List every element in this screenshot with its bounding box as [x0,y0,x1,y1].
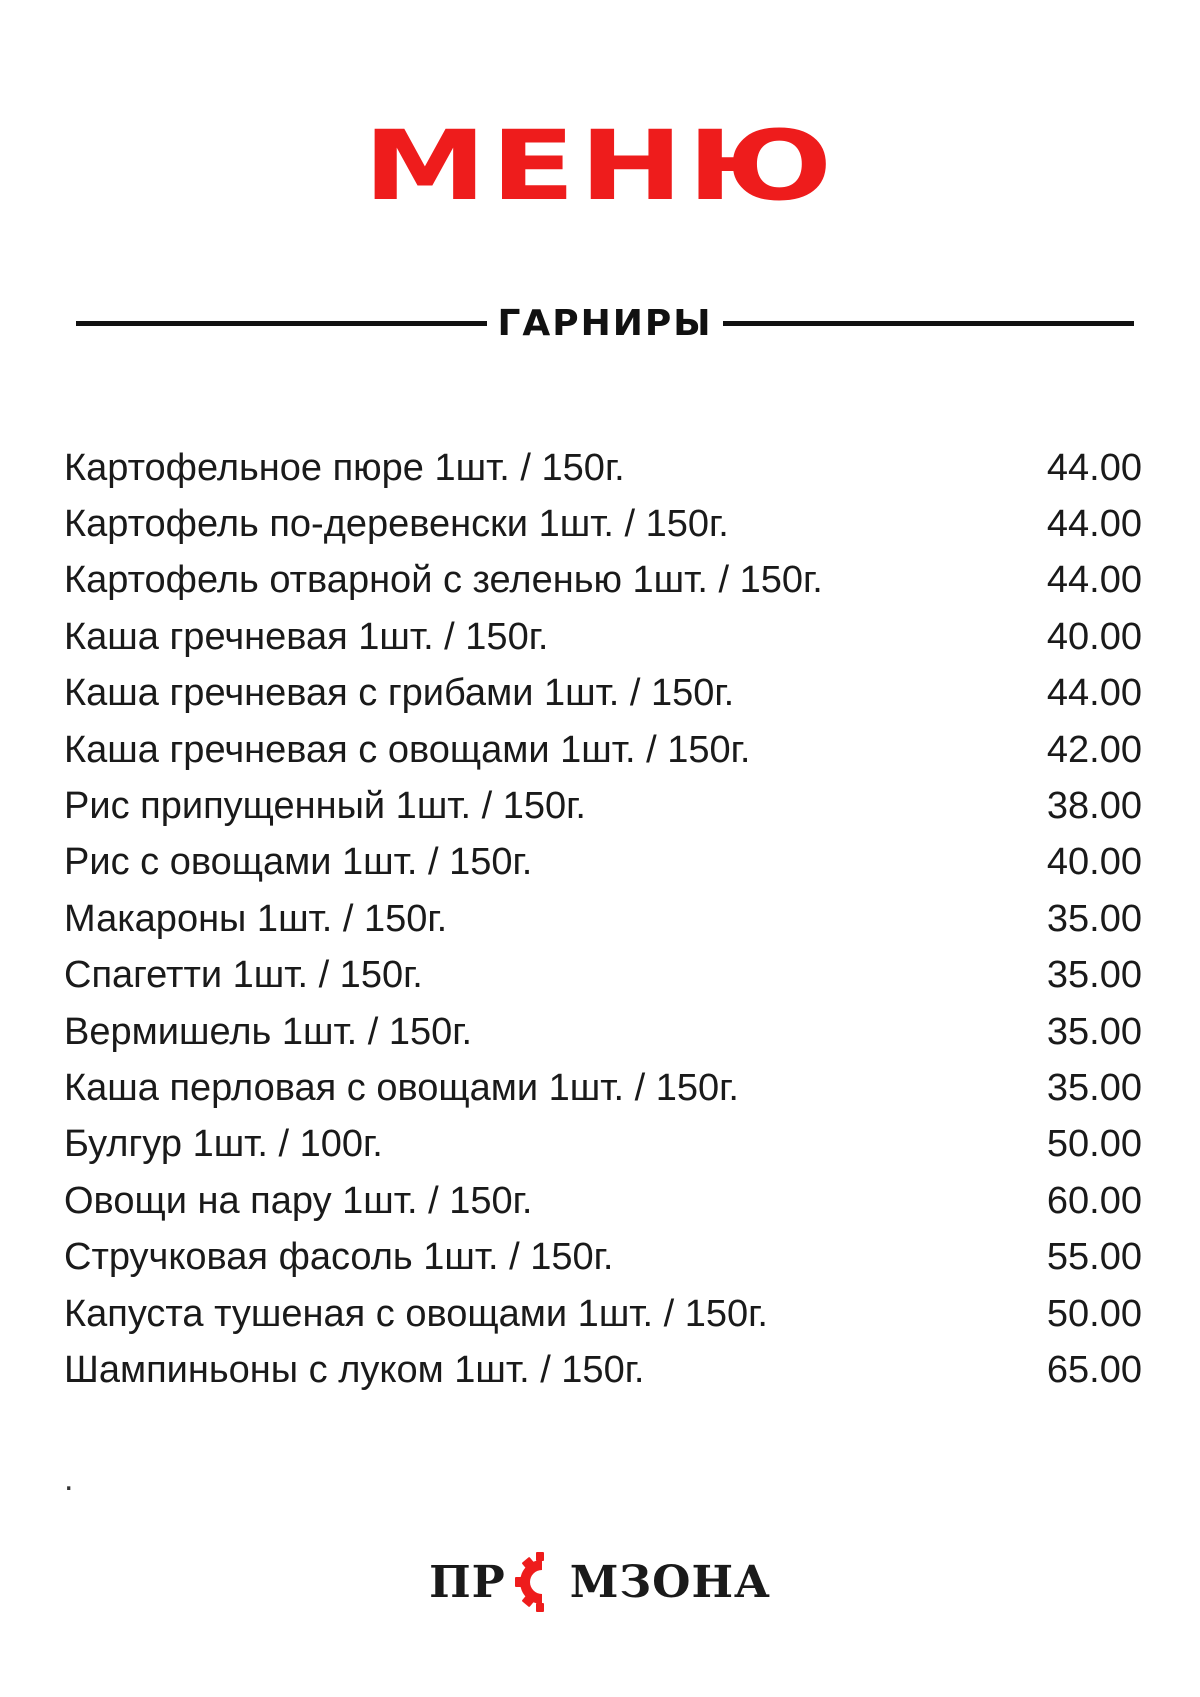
menu-item-price: 55.00 [1046,1236,1142,1279]
section-divider-left [76,321,487,326]
menu-item-name: Капуста тушеная с овощами 1шт. / 150г. [64,1292,768,1335]
menu-item-price: 35.00 [1046,1010,1142,1053]
gear-icon [510,1550,566,1614]
menu-item-name: Макароны 1шт. / 150г. [64,897,448,940]
menu-item-price: 35.00 [1046,954,1142,997]
menu-item-name: Вермишель 1шт. / 150г. [64,1010,473,1053]
menu-item-name: Рис с овощами 1шт. / 150г. [64,841,533,884]
menu-item [64,609,1142,665]
menu-item-name: Каша гречневая 1шт. / 150г. [64,615,549,658]
menu-item-name: Стручковая фасоль 1шт. / 150г. [64,1236,614,1279]
menu-item-name: Спагетти 1шт. / 150г. [64,954,423,997]
menu-item [64,1060,1142,1116]
menu-item [64,1004,1142,1060]
menu-item [64,1229,1142,1285]
menu-item-price: 38.00 [1046,785,1142,828]
menu-item [64,440,1142,496]
menu-item-price: 44.00 [1046,672,1142,715]
menu-item-price: 65.00 [1046,1348,1142,1391]
menu-item [64,891,1142,947]
menu-item [64,1117,1142,1173]
menu-item [64,948,1142,1004]
menu-item [64,666,1142,722]
menu-item-name: Каша гречневая с грибами 1шт. / 150г. [64,672,735,715]
brand-text-left: ПР [429,1556,506,1608]
menu-item-price: 40.00 [1046,615,1142,658]
menu-item-price: 50.00 [1046,1292,1142,1335]
menu-item-name: Рис припущенный 1шт. / 150г. [64,785,586,828]
menu-item-name: Картофельное пюре 1шт. / 150г. [64,446,625,489]
menu-item-name: Картофель отварной с зеленью 1шт. / 150г. [64,559,823,602]
menu-item [64,496,1142,552]
section-header [76,298,1134,348]
menu-item [64,553,1142,609]
menu-item [64,778,1142,834]
menu-list [64,440,1142,1399]
menu-item-name: Шампиньоны с луком 1шт. / 150г. [64,1348,645,1391]
menu-title: МЕНЮ [363,110,837,223]
menu-item-name: Овощи на пару 1шт. / 150г. [64,1179,533,1222]
brand-text-right: МЗОНА [569,1556,771,1608]
menu-item [64,1342,1142,1398]
menu-item-name: Картофель по-деревенски 1шт. / 150г. [64,503,729,546]
menu-item-price: 60.00 [1046,1179,1142,1222]
stray-dot: . [64,1460,74,1498]
menu-item-price: 42.00 [1046,728,1142,771]
menu-item-price: 35.00 [1046,897,1142,940]
menu-item-name: Каша гречневая с овощами 1шт. / 150г. [64,728,751,771]
menu-item [64,722,1142,778]
menu-item-price: 35.00 [1046,1066,1142,1109]
menu-item-price: 50.00 [1046,1123,1142,1166]
menu-item [64,835,1142,891]
menu-item-name: Каша перловая с овощами 1шт. / 150г. [64,1066,739,1109]
menu-item-price: 40.00 [1046,841,1142,884]
menu-item-price: 44.00 [1046,503,1142,546]
menu-item [64,1286,1142,1342]
section-title: ГАРНИРЫ [497,302,713,344]
menu-item [64,1173,1142,1229]
brand-logo [0,1550,1200,1614]
menu-item-price: 44.00 [1046,446,1142,489]
menu-item-price: 44.00 [1046,559,1142,602]
menu-item-name: Булгур 1шт. / 100г. [64,1123,383,1166]
section-divider-right [723,321,1134,326]
